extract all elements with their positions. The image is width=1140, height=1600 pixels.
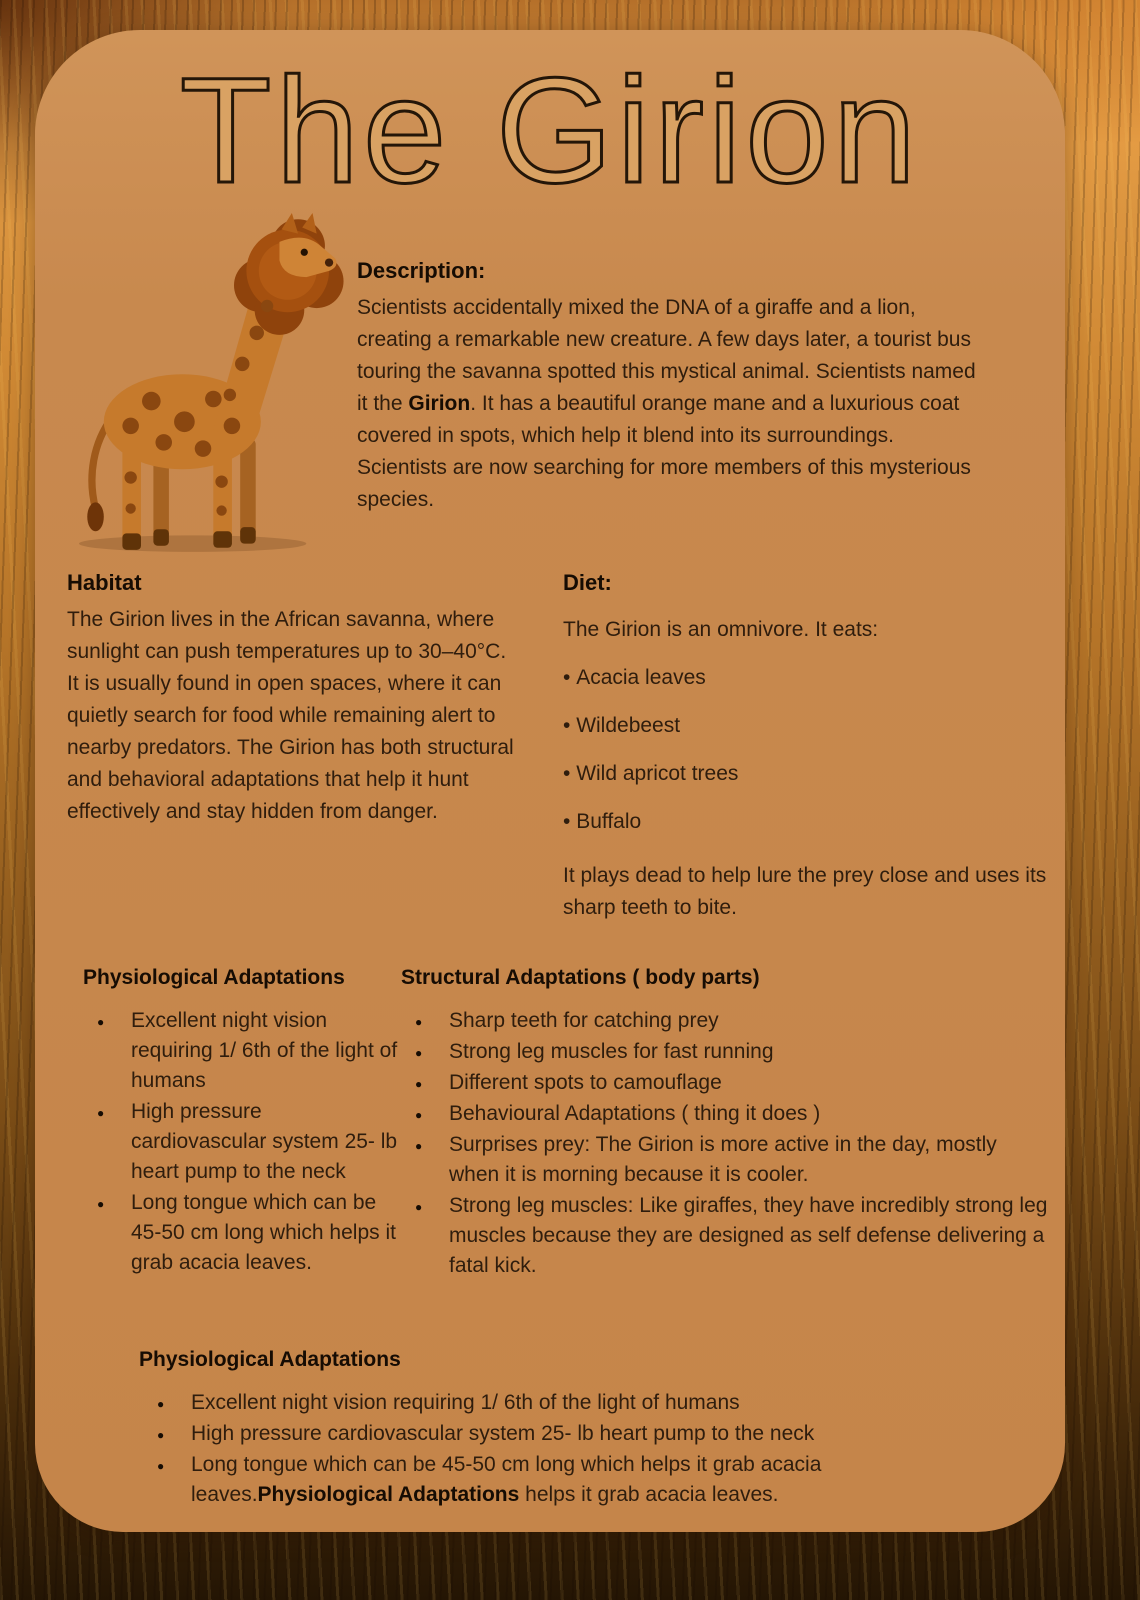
diet-section: [563, 570, 1055, 924]
diet-intro: The Girion is an omnivore. It eats:: [563, 618, 879, 641]
diet-list: [563, 662, 1055, 838]
diet-item: • Wildebeest: [563, 710, 1055, 742]
habitat-heading: Habitat: [67, 570, 142, 595]
physiological-item: ● Long tongue which can be 45-50 cm long which helps it grab acacia leaves.: [83, 1188, 399, 1278]
structural-item: ● Strong leg muscles: Like giraffes, they have incredibly strong leg muscles because they are designed as self defense delivering a fatal kick.: [401, 1191, 1049, 1281]
structural-adaptations-section: [401, 966, 1049, 1282]
diet-outro: It plays dead to help lure the prey close and uses its sharp teeth to bite.: [563, 864, 1047, 919]
structural-item: ● Surprises prey: The Girion is more active in the day, mostly when it is morning because it is cooler.: [401, 1130, 1049, 1190]
habitat-body: The Girion lives in the African savanna, where sunlight can push temperatures up to 30–40°C. It is usually found in open spaces, where it can quietly search for food while remaining alert to nearby predators. The Girion has both structural and behavioral adaptations that help it hunt effectively and stay hidden from danger.: [67, 608, 514, 823]
physiological-2-item-bold: Physiological Adaptations: [257, 1483, 520, 1506]
description-heading: Description:: [357, 258, 486, 283]
description-text-1: Scientists accidentally mixed the DNA of a giraffe and a lion, creating a remarkable new creature. A few days later, a tourist bus touring the savanna spotted this mystical animal. Scientists named it the: [357, 296, 976, 415]
structural-heading: Structural Adaptations ( body parts): [401, 966, 760, 989]
diet-heading: Diet:: [563, 570, 612, 595]
girion-illustration: [57, 182, 349, 554]
page-title: The Girion: [179, 46, 921, 214]
structural-item: ● Sharp teeth for catching prey: [401, 1006, 1049, 1036]
structural-item: ● Different spots to camouflage: [401, 1068, 1049, 1098]
giraffe-lion-hybrid-image: [57, 182, 349, 554]
physiological-2-item: ● High pressure cardiovascular system 25- lb heart pump to the neck: [139, 1419, 1011, 1449]
structural-item: ● Strong leg muscles for fast running: [401, 1037, 1049, 1067]
physiological-item: ● High pressure cardiovascular system 25- lb heart pump to the neck: [83, 1097, 399, 1187]
poster-card: [35, 30, 1065, 1532]
diet-item: • Buffalo: [563, 806, 1055, 838]
physiological-adaptations-section: [83, 966, 399, 1279]
structural-list: [401, 1006, 1049, 1281]
description-body: [357, 292, 987, 516]
diet-item: • Acacia leaves: [563, 662, 1055, 694]
physiological-2-item: ● Excellent night vision requiring 1/ 6th of the light of humans: [139, 1388, 1011, 1418]
physiological-2-item-text-2: helps it grab acacia leaves.: [519, 1483, 779, 1506]
physiological-heading: Physiological Adaptations: [83, 966, 345, 989]
physiological-2-item-text-1: Long tongue which can be 45-50 cm long which helps it grab acacia leaves.: [191, 1453, 822, 1506]
description-section: [357, 258, 987, 516]
habitat-section: [67, 570, 515, 828]
physiological-2-heading: Physiological Adaptations: [139, 1348, 401, 1371]
physiological-2-item: [139, 1450, 1011, 1510]
physiological-list: [83, 1006, 399, 1278]
diet-item: • Wild apricot trees: [563, 758, 1055, 790]
physiological-item: ● Excellent night vision requiring 1/ 6th of the light of humans: [83, 1006, 399, 1096]
physiological-2-list: [139, 1388, 1011, 1510]
physiological-adaptations-section-2: [139, 1348, 1011, 1511]
description-text-2: . It has a beautiful orange mane and a luxurious coat covered in spots, which help it blend into its surroundings. Scientists are now searching for more members of this mysterious species.: [357, 392, 971, 511]
structural-item: ● Behavioural Adaptations ( thing it does ): [401, 1099, 1049, 1129]
description-bold-girion: Girion: [408, 392, 471, 415]
